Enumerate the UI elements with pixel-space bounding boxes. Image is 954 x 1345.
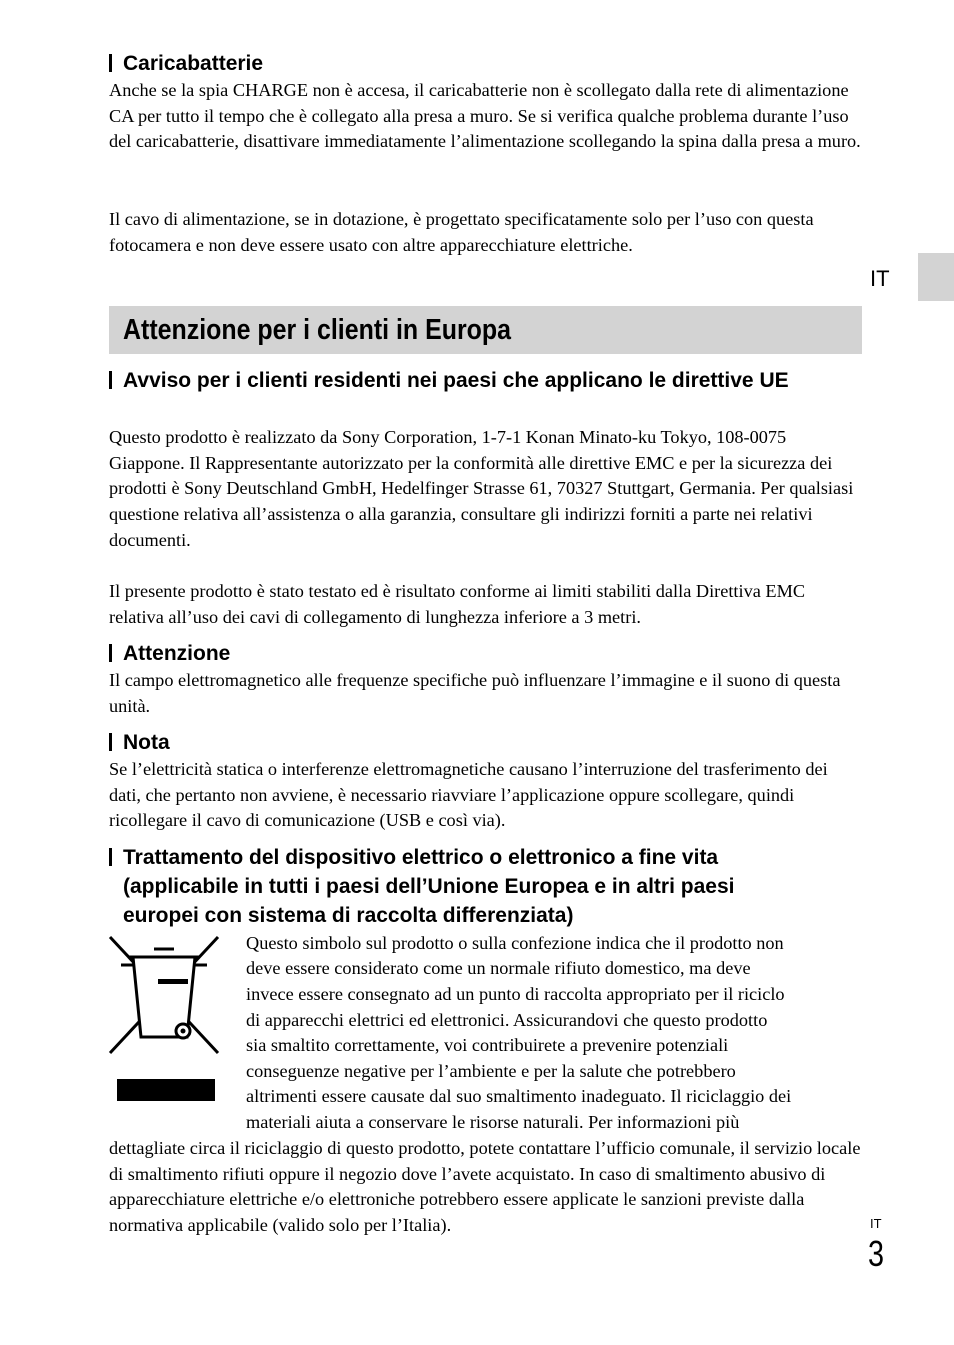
weee-line: invece essere consegnato ad un punto di raccolta appropriato per il riciclo <box>246 984 785 1004</box>
charger-heading: Caricabatterie <box>109 49 263 78</box>
attention-heading: Attenzione <box>109 639 230 668</box>
crossed-out-wheeled-bin-icon <box>108 935 220 1105</box>
banner-title: Attenzione per i clienti in Europa <box>123 314 512 346</box>
footer-language-label: IT <box>870 1216 882 1231</box>
weee-line: Questo simbolo sul prodotto o sulla confezione indica che il prodotto non <box>246 933 784 953</box>
weee-line: conseguenze negative per l’ambiente e per la salute che potrebbero <box>246 1061 736 1081</box>
side-language-label: IT <box>870 266 890 291</box>
weee-line: materiali aiuta a conservare le risorse naturali. Per informazioni più <box>246 1112 740 1132</box>
weee-heading: Trattamento del dispositivo elettrico o elettronico a fine vita (applicabile in tutti i paesi dell’Unione Europea e in altri paesi europei con sistema di raccolta differenziata) <box>109 843 869 930</box>
heading-marker <box>109 848 112 866</box>
charger-paragraph-2: Il cavo di alimentazione, se in dotazione, è progettato specificatamente solo per l’uso con questa fotocamera e non deve essere usato con altre apparecchiature elettriche. <box>109 209 814 255</box>
heading-marker <box>109 733 112 751</box>
weee-line: altrimenti essere causate dal suo smaltimento inadeguato. Il riciclaggio dei <box>246 1086 792 1106</box>
note-paragraph: Se l’elettricità statica o interferenze elettromagnetiche causano l’interruzione del trasferimento dei dati, che pertanto non avviene, è necessario riavviare l’applicazione oppure scollegare, quindi ricollegare il cavo di comunicazione (USB e così via). <box>109 759 828 831</box>
weee-line: di apparecchi elettrici ed elettronici. Assicurandovi che questo prodotto <box>246 1010 768 1030</box>
heading-marker <box>109 54 112 72</box>
weee-line: deve essere considerato come un normale rifiuto domestico, ma deve <box>246 958 751 978</box>
weee-paragraph-continued: dettagliate circa il riciclaggio di questo prodotto, potete contattare l’ufficio comunale, il servizio locale di smaltimento rifiuti oppure il negozio dove l’avete acquistato. In caso di smaltimento abusivo di apparecchiature elettriche e/o elettroniche potrebbero essere applicate le sanzioni previste dalla normativa applicabile (valido solo per l’Italia). <box>109 1138 861 1236</box>
heading-marker <box>109 644 112 662</box>
note-heading: Nota <box>109 728 170 757</box>
eu-notice-paragraph-2: Il presente prodotto è stato testato ed è risultato conforme ai limiti stabiliti dalla Direttiva EMC relativa all’uso dei cavi di collegamento di lunghezza inferiore a 3 metri. <box>109 581 806 627</box>
section-banner <box>109 306 862 354</box>
charger-paragraph-1: Anche se la spia CHARGE non è accesa, il caricabatterie non è scollegato dalla rete di alimentazione CA per tutto il tempo che è collegato alla presa a muro. Se si verifica qualche problema durante l’uso del caricabatterie, disattivare immediatamente l’alimentazione scollegando la spina dalla presa a muro. <box>109 80 861 152</box>
attention-paragraph: Il campo elettromagnetico alle frequenze specifiche può influenzare l’immagine e il suono di questa unità. <box>109 670 841 716</box>
page-number: 3 <box>868 1233 885 1274</box>
eu-notice-paragraph-1: Questo prodotto è realizzato da Sony Corporation, 1-7-1 Konan Minato-ku Tokyo, 108-0075 Giappone. Il Rappresentante autorizzato per la conformità alle direttive EMC e per la sicurezza dei prodotti è Sony Deutschland GmbH, Hedelfinger Strasse 61, 70327 Stuttgart, Germania. Per qualsiasi questione relativa all’assistenza o alla garanzia, consultare gli indirizzi forniti a parte nei relativi documenti. <box>109 427 854 550</box>
side-language-tab <box>918 253 954 301</box>
weee-line: sia smaltito correttamente, voi contribuirete a prevenire potenziali <box>246 1035 729 1055</box>
eu-notice-heading: Avviso per i clienti residenti nei paesi che applicano le direttive UE <box>109 366 861 395</box>
heading-marker <box>109 371 112 389</box>
